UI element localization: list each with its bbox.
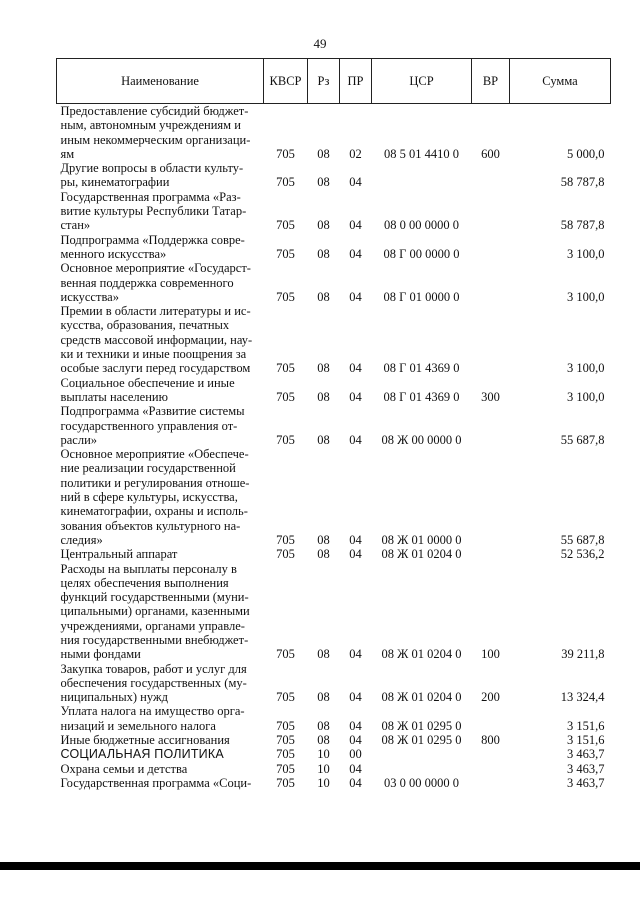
cell-kvsr: 705 [276,218,295,233]
cell-rz: 10 [317,761,330,776]
cell-csr [372,747,472,761]
cell-rz: 08 [317,361,330,376]
cell-kvsr: 705 [276,389,295,404]
cell-sum: 3 100,0 [567,289,605,304]
cell-vr: 600 [481,146,500,161]
header-csr: ЦСР [372,59,472,104]
cell-name: Иные бюджетные ассигнования [60,733,230,748]
cell-pr: 04 [349,547,362,562]
cell-sum: 55 687,8 [560,532,605,547]
cell-pr: 04 [349,733,362,748]
cell-csr [372,161,472,190]
cell-csr: 08 Ж 00 0000 0 [381,432,462,447]
cell-csr: 08 Ж 01 0295 0 [381,733,462,748]
cell-pr: 04 [349,761,362,776]
cell-pr: 04 [349,218,362,233]
cell-pr: 04 [349,647,362,662]
table-row [57,776,611,790]
cell-name: Закупка товаров, работ и услуг для обеспечения государственных (му- ниципальных) нужд [60,661,247,705]
table-row [57,161,611,190]
cell-rz: 08 [317,432,330,447]
cell-vr: 300 [481,389,500,404]
cell-kvsr: 705 [276,647,295,662]
table-row [57,261,611,304]
header-rz: Рз [308,59,340,104]
cell-vr: 100 [481,647,500,662]
cell-name: Охрана семьи и детства [60,761,188,776]
cell-pr: 04 [349,175,362,190]
cell-vr [472,261,510,304]
cell-vr [472,190,510,233]
cell-kvsr: 705 [276,547,295,562]
cell-name: Основное мероприятие «Обеспече- ние реализации государственной политики и регулирования отноше- ний в сфере культуры, искусства, кинематографии, охраны и исполь- зования объектов культурного на- следия» [60,447,250,547]
header-vr: ВР [472,59,510,104]
cell-sum: 58 787,8 [560,218,605,233]
cell-name: Расходы на выплаты персоналу в целях обеспечения выполнения функций государственными (муни- ципальными) органами, казенными учреждениями, органами управле- ния государственными внебюджет- ными фондами [60,561,250,662]
cell-rz: 08 [317,647,330,662]
cell-vr: 800 [481,733,500,748]
cell-rz: 08 [317,733,330,748]
cell-pr: 04 [349,775,362,790]
cell-pr: 00 [349,747,362,762]
cell-kvsr: 705 [276,718,295,733]
table-row [57,404,611,447]
cell-sum: 3 463,7 [567,747,605,762]
table-row [57,547,611,561]
page-number: 49 [313,36,327,51]
cell-name: Центральный аппарат [60,547,178,562]
cell-sum: 55 687,8 [560,432,605,447]
cell-csr: 03 0 00 0000 0 [384,775,459,790]
cell-name: Подпрограмма «Развитие системы государственного управления от- расли» [60,404,245,447]
cell-rz: 08 [317,289,330,304]
cell-rz: 10 [317,775,330,790]
cell-sum: 3 100,0 [567,246,605,261]
cell-rz: 08 [317,389,330,404]
cell-rz: 10 [317,747,330,762]
scan-border-bar [0,862,640,870]
cell-csr: 08 Ж 01 0000 0 [381,532,462,547]
cell-pr: 04 [349,289,362,304]
table-row [57,233,611,262]
cell-pr: 02 [349,146,362,161]
header-sum: Сумма [510,59,611,104]
cell-sum: 52 536,2 [560,547,605,562]
table-header [57,59,611,104]
cell-vr [472,776,510,790]
cell-name: Подпрограмма «Поддержка совре- менного искусства» [60,232,245,261]
cell-kvsr: 705 [276,146,295,161]
cell-name: Предоставление субсидий бюджет- ным, автономным учреждениям и иным некоммерческим организаци- ям [60,104,251,161]
cell-kvsr: 705 [276,775,295,790]
cell-pr: 04 [349,432,362,447]
cell-csr: 08 Г 00 0000 0 [383,246,460,261]
cell-name: Основное мероприятие «Государст- венная поддержка современного искусства» [60,261,251,304]
cell-vr [472,447,510,547]
cell-rz: 08 [317,718,330,733]
cell-vr [472,161,510,190]
table-row [57,104,611,162]
table-row [57,562,611,662]
cell-name: Государственная программа «Соци- [60,775,252,790]
cell-csr: 08 Г 01 4369 0 [383,389,460,404]
cell-csr: 08 Г 01 4369 0 [383,361,460,376]
cell-rz: 08 [317,175,330,190]
table-row [57,376,611,405]
cell-vr [472,404,510,447]
cell-sum: 3 463,7 [567,761,605,776]
cell-rz: 08 [317,146,330,161]
table-row [57,662,611,705]
cell-csr: 08 Г 01 0000 0 [383,289,460,304]
table-row [57,762,611,776]
cell-sum: 3 100,0 [567,361,605,376]
cell-name: Премии в области литературы и ис- кусства, образования, печатных средств массовой информации, нау- ки и техники и иные поощрения за особые заслуги перед государством [60,304,253,376]
cell-pr: 04 [349,690,362,705]
cell-vr [472,304,510,375]
cell-rz: 08 [317,547,330,562]
cell-kvsr: 705 [276,246,295,261]
cell-sum: 5 000,0 [567,146,605,161]
table-row [57,190,611,233]
cell-csr: 08 5 01 4410 0 [384,146,459,161]
cell-csr: 08 Ж 01 0204 0 [381,647,462,662]
table-row [57,704,611,733]
cell-sum: 13 324,4 [560,690,605,705]
cell-rz: 08 [317,246,330,261]
table-body [57,104,611,791]
cell-vr [472,762,510,776]
budget-table [56,58,611,790]
cell-sum: 3 100,0 [567,389,605,404]
cell-vr [472,747,510,761]
cell-kvsr: 705 [276,532,295,547]
cell-pr: 04 [349,246,362,261]
cell-sum: 3 151,6 [567,733,605,748]
cell-vr [472,547,510,561]
cell-sum: 58 787,8 [560,175,605,190]
cell-vr [472,704,510,733]
cell-name: Другие вопросы в области культу- ры, кинематографии [60,161,244,190]
table-row [57,447,611,547]
cell-sum: 3 151,6 [567,718,605,733]
cell-vr [472,233,510,262]
cell-csr: 08 Ж 01 0295 0 [381,718,462,733]
cell-pr: 04 [349,718,362,733]
cell-kvsr: 705 [276,175,295,190]
cell-vr: 200 [481,690,500,705]
cell-name: Уплата налога на имущество орга- низаций и земельного налога [60,704,245,733]
cell-kvsr: 705 [276,289,295,304]
header-pr: ПР [340,59,372,104]
cell-kvsr: 705 [276,747,295,762]
header-kvsr: КВСР [264,59,308,104]
cell-sum: 3 463,7 [567,775,605,790]
cell-kvsr: 705 [276,361,295,376]
cell-pr: 04 [349,361,362,376]
cell-name: Социальное обеспечение и иные выплаты населению [60,375,235,404]
cell-pr: 04 [349,532,362,547]
table-row [57,747,611,761]
cell-rz: 08 [317,532,330,547]
cell-rz: 08 [317,690,330,705]
cell-kvsr: 705 [276,761,295,776]
cell-csr [372,762,472,776]
cell-csr: 08 Ж 01 0204 0 [381,690,462,705]
cell-kvsr: 705 [276,733,295,748]
cell-csr: 08 0 00 0000 0 [384,218,459,233]
cell-name: Государственная программа «Раз- витие культуры Республики Татар- стан» [60,189,247,233]
cell-rz: 08 [317,218,330,233]
cell-kvsr: 705 [276,432,295,447]
cell-sum: 39 211,8 [561,647,605,662]
header-name: Наименование [57,59,264,104]
table-row [57,733,611,747]
cell-name: СОЦИАЛЬНАЯ ПОЛИТИКА [60,747,224,762]
cell-pr: 04 [349,389,362,404]
table-row [57,304,611,375]
cell-kvsr: 705 [276,690,295,705]
cell-csr: 08 Ж 01 0204 0 [381,547,462,562]
